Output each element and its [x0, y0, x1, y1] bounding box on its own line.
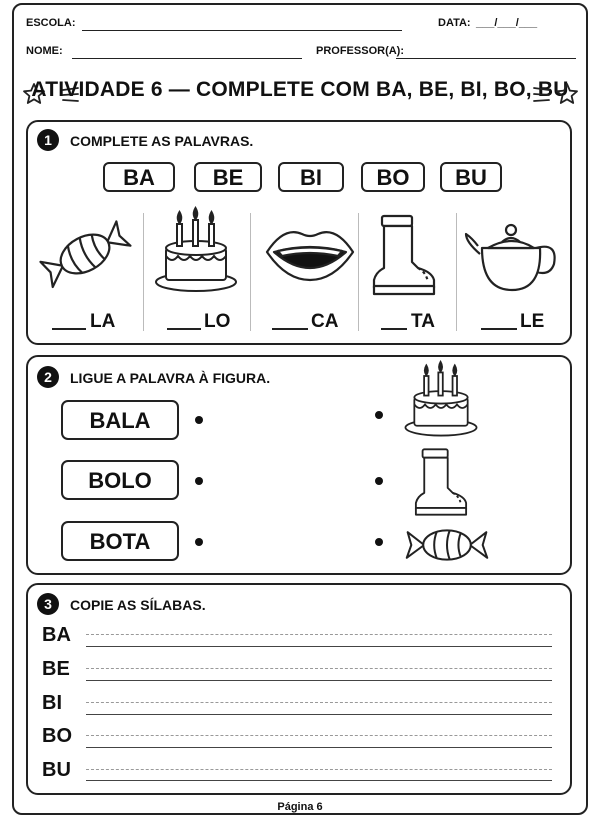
page-title — [0, 78, 600, 102]
writing-base-line[interactable] — [86, 714, 552, 715]
section-number: 3 — [37, 593, 59, 615]
column-divider — [143, 213, 144, 331]
boot-icon — [368, 212, 440, 298]
teapot-icon — [462, 212, 562, 298]
writing-guide-line — [86, 668, 552, 669]
candy-icon — [38, 214, 132, 294]
section-number: 2 — [37, 366, 59, 388]
cake-icon — [152, 206, 240, 296]
syllable-bu: BU — [440, 162, 502, 192]
candy-icon — [404, 522, 490, 568]
column-divider — [456, 213, 457, 331]
answer-blank[interactable] — [272, 328, 308, 330]
writing-base-line[interactable] — [86, 646, 552, 647]
name-label: NOME: — [26, 45, 63, 57]
word-suffix: TA — [411, 311, 435, 332]
word-box-bala: BALA — [61, 400, 179, 440]
syllable-bi: BI — [278, 162, 344, 192]
word-suffix: LE — [520, 311, 545, 332]
connect-dot[interactable] — [195, 477, 203, 485]
copy-row-label: BA — [42, 624, 71, 646]
teacher-label: PROFESSOR(A): — [316, 45, 404, 57]
mouth-icon — [264, 222, 356, 284]
word-suffix: LA — [90, 311, 116, 332]
writing-base-line[interactable] — [86, 680, 552, 681]
writing-guide-line — [86, 769, 552, 770]
copy-row-label: BO — [42, 725, 72, 747]
answer-blank[interactable] — [167, 328, 201, 330]
connect-dot[interactable] — [375, 477, 383, 485]
page-number: Página 6 — [277, 801, 323, 813]
word-box-bota: BOTA — [61, 521, 179, 561]
copy-row-label: BI — [42, 692, 62, 714]
answer-blank[interactable] — [481, 328, 517, 330]
school-field[interactable] — [82, 30, 402, 31]
writing-guide-line — [86, 702, 552, 703]
answer-blank[interactable] — [52, 328, 86, 330]
syllable-bo: BO — [361, 162, 425, 192]
copy-row-label: BE — [42, 658, 70, 680]
copy-row-label: BU — [42, 759, 71, 781]
column-divider — [250, 213, 251, 331]
writing-base-line[interactable] — [86, 747, 552, 748]
school-label: ESCOLA: — [26, 17, 76, 29]
word-suffix: LO — [204, 311, 231, 332]
section-number: 1 — [37, 129, 59, 151]
syllable-be: BE — [194, 162, 262, 192]
syllable-ba: BA — [103, 162, 175, 192]
connect-dot[interactable] — [195, 416, 203, 424]
section-title: COPIE AS SÍLABAS. — [70, 597, 206, 613]
section-title: LIGUE A PALAVRA À FIGURA. — [70, 370, 271, 386]
word-suffix: CA — [311, 311, 339, 332]
boot-icon — [408, 446, 474, 518]
date-field[interactable]: ___/___/___ — [476, 17, 538, 29]
connect-dot[interactable] — [375, 538, 383, 546]
answer-blank[interactable] — [381, 328, 407, 330]
cake-icon — [400, 360, 482, 440]
word-box-bolo: BOLO — [61, 460, 179, 500]
section-title: COMPLETE AS PALAVRAS. — [70, 133, 254, 149]
section-copy-syllables — [26, 583, 572, 795]
date-label: DATA: — [438, 17, 471, 29]
connect-dot[interactable] — [375, 411, 383, 419]
column-divider — [358, 213, 359, 331]
teacher-field[interactable] — [396, 58, 576, 59]
name-field[interactable] — [72, 58, 302, 59]
writing-guide-line — [86, 735, 552, 736]
writing-guide-line — [86, 634, 552, 635]
writing-base-line[interactable] — [86, 780, 552, 781]
connect-dot[interactable] — [195, 538, 203, 546]
sparkle-right-icon — [530, 82, 552, 106]
page-title-text: ATIVIDADE 6 — COMPLETE COM BA, BE, BI, BO, BU — [31, 78, 569, 101]
star-icon — [555, 82, 579, 106]
